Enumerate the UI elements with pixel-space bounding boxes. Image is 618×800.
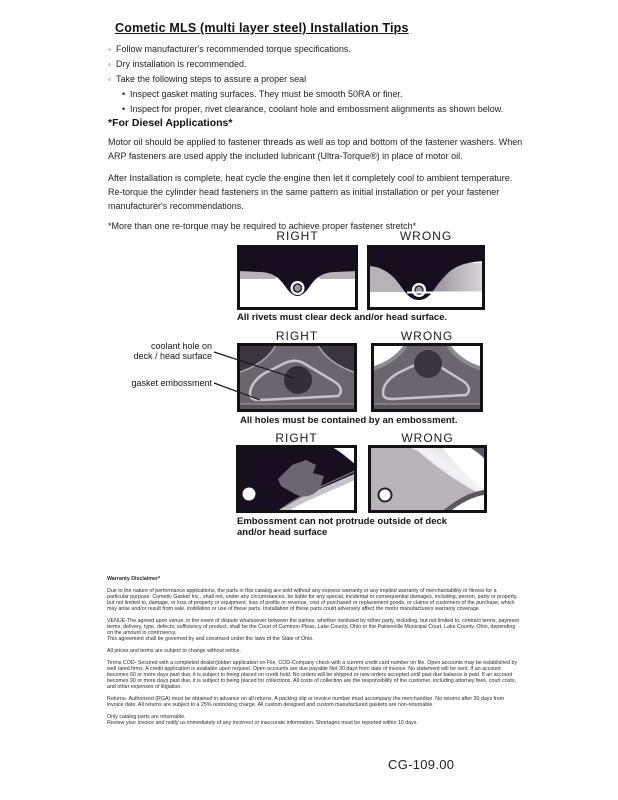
figure-row1-right [237, 245, 358, 310]
disclaimer-paragraph: VENUE-The agreed upon venue, in the event of dispute whatsoever between the parties, whether instituted by either party, including, but not limited to, contract terms, payment terms, delivery, type, defects, sufficiency of product, shall be the Court of Common Pleas, Lake County, Ohio or the Painesville Municipal Court, Lake County, Ohio, depending on the amount in controversy. [107, 618, 519, 636]
tip-sub-item [108, 102, 503, 117]
caption-row2: All holes must be contained by an embossment. [240, 415, 458, 426]
disclaimer-paragraph: Due to the nature of performance applications, the parts in this catalog are sold without any express warranty or any implied warranty of merchantability or fitness for a particular purpose. Cometic Gasket Inc., shall not, under any circumstances, be liable for any special, incidental or consequential damages, including, person, party or property, but not limited to, damage, or loss of property or equipment, loss of profits or revenue, cost of purchased or replacement goods, or claims of customers of the purchase, which may arise and/or result from sale, instillation or use of these parts. Installation of these parts could adversely affect the motor manufacturers warranty coverage. [107, 588, 518, 612]
figure-row1-wrong [367, 245, 485, 310]
warranty-disclaimer [107, 576, 519, 732]
coolant-hole [414, 350, 442, 378]
diesel-paragraph-2: After Installation is complete, heat cycle the engine then let it completely cool to ambient temperature. Re-torque the cylinder head fasteners in the same pattern as initial installation or per your fastener manufacturer's recommendations. [108, 173, 513, 211]
caption-row3-line2: and/or head surface [237, 527, 328, 538]
figure-row3-wrong [368, 445, 487, 513]
tip-text: Dry installation is recommended. [116, 59, 247, 69]
page-title: Cometic MLS (multi layer steel) Installation Tips [115, 21, 409, 35]
disclaimer-heading: Warranty Disclaimer* [107, 576, 161, 582]
disclaimer-paragraph: Review your invoice and notify us immediately of any incorrect or inaccurate information. Shortages must be reported within 10 days. [107, 720, 418, 726]
caption-row3-line1: Embossment can not protrude outside of deck [237, 516, 448, 527]
tip-text: Follow manufacturer's recommended torque specifications. [116, 44, 351, 54]
tip-text: Inspect gasket mating surfaces. They must be smooth 50RA or finer. [130, 89, 403, 99]
open-bullet-icon: ◦ [108, 60, 111, 69]
coolant-hole-annotation [96, 341, 212, 361]
disclaimer-paragraph: This agreement shall be governed by and construed under the laws of the State of Ohio. [107, 636, 314, 642]
wrong-label-row1: WRONG [399, 229, 453, 243]
rivet-clearance-wrong-diagram [367, 245, 485, 310]
gasket-embossment-annotation [96, 378, 212, 388]
open-bullet-icon: ◦ [108, 45, 111, 54]
open-bullet-icon: ◦ [108, 75, 111, 84]
right-label-row2: RIGHT [275, 329, 319, 343]
bullet-icon: • [122, 89, 126, 99]
annotation-text: deck / head surface [133, 351, 212, 361]
tip-text: Take the following steps to assure a proper seal [116, 74, 307, 84]
protrusion-right-diagram [236, 445, 357, 513]
catalog-page-code: CG-109.00 [388, 757, 455, 772]
annotation-text: coolant hole on [150, 341, 212, 351]
tip-item [108, 57, 503, 72]
coolant-hole [284, 366, 312, 394]
bolt-hole [379, 489, 392, 502]
embossment-wrong-diagram [371, 343, 483, 412]
embossment-right-diagram [237, 343, 357, 412]
protrusion-wrong-diagram [368, 445, 487, 513]
diesel-paragraph-1: Motor oil should be applied to fastener threads as well as top and bottom of the fastener washers. When ARP fasteners are used apply the included lubricant (Ultra-Torque®) in place of motor oil. [108, 137, 523, 161]
wrong-label-row3: WRONG [401, 431, 454, 445]
figure-row2-wrong [371, 343, 483, 412]
disclaimer-paragraph: All prices and terms are subject to change without notice. [107, 648, 241, 654]
disclaimer-paragraph: Terms COD- Secured with a completed dealer/jobber application on File, COD-Company check with a current credit card number on file. Open accounts may be established by well rated firms. A credit application is available upon request. Open accounts are due payable Net 30 days from date of invoice. No statement will be sent. If an account becomes 60 or more days past due, it is subject to being placed on credit hold. No orders will be shipped or new orders accepted until past due balance is paid. If an account becomes 90 or more days past due, it is subject to being placed for collections. All costs of collection are the responsibility of the customer, including attorney fees, court costs, and other expenses of litigation. [107, 660, 518, 690]
bullet-icon: • [122, 104, 126, 114]
bolt-hole [243, 488, 256, 501]
diesel-applications-heading: *For Diesel Applications* [108, 117, 233, 129]
wrong-label-row2: WRONG [400, 329, 454, 343]
tip-text: Inspect for proper, rivet clearance, coolant hole and embossment alignments as shown below. [130, 104, 504, 114]
right-label-row3: RIGHT [275, 431, 318, 445]
caption-row1: All rivets must clear deck and/or head surface. [237, 312, 448, 323]
right-label-row1: RIGHT [276, 229, 319, 243]
tip-item [108, 42, 503, 57]
rivet-clearance-right-diagram [237, 245, 358, 310]
disclaimer-paragraph: Only catalog parts are returnable. [107, 714, 186, 720]
installation-tips-list [108, 42, 503, 117]
tip-sub-item [108, 87, 503, 102]
disclaimer-paragraph: Returns- Authorized (RGA) must be obtained in advance on all returns. A packing slip or invoice number must accompany the merchandise. No returns after 30 days from invoice date. All returns are subject to a 25% restocking charge. All custom designed and custom manufactured gaskets are non-returnable. [107, 696, 505, 708]
tip-item [108, 72, 503, 87]
figure-row3-right [236, 445, 357, 513]
figure-row2-right [237, 343, 357, 412]
annotation-text: gasket embossment [131, 378, 212, 388]
retorque-note: *More than one re-torque may be required to achieve proper fastener stretch* [108, 221, 417, 231]
